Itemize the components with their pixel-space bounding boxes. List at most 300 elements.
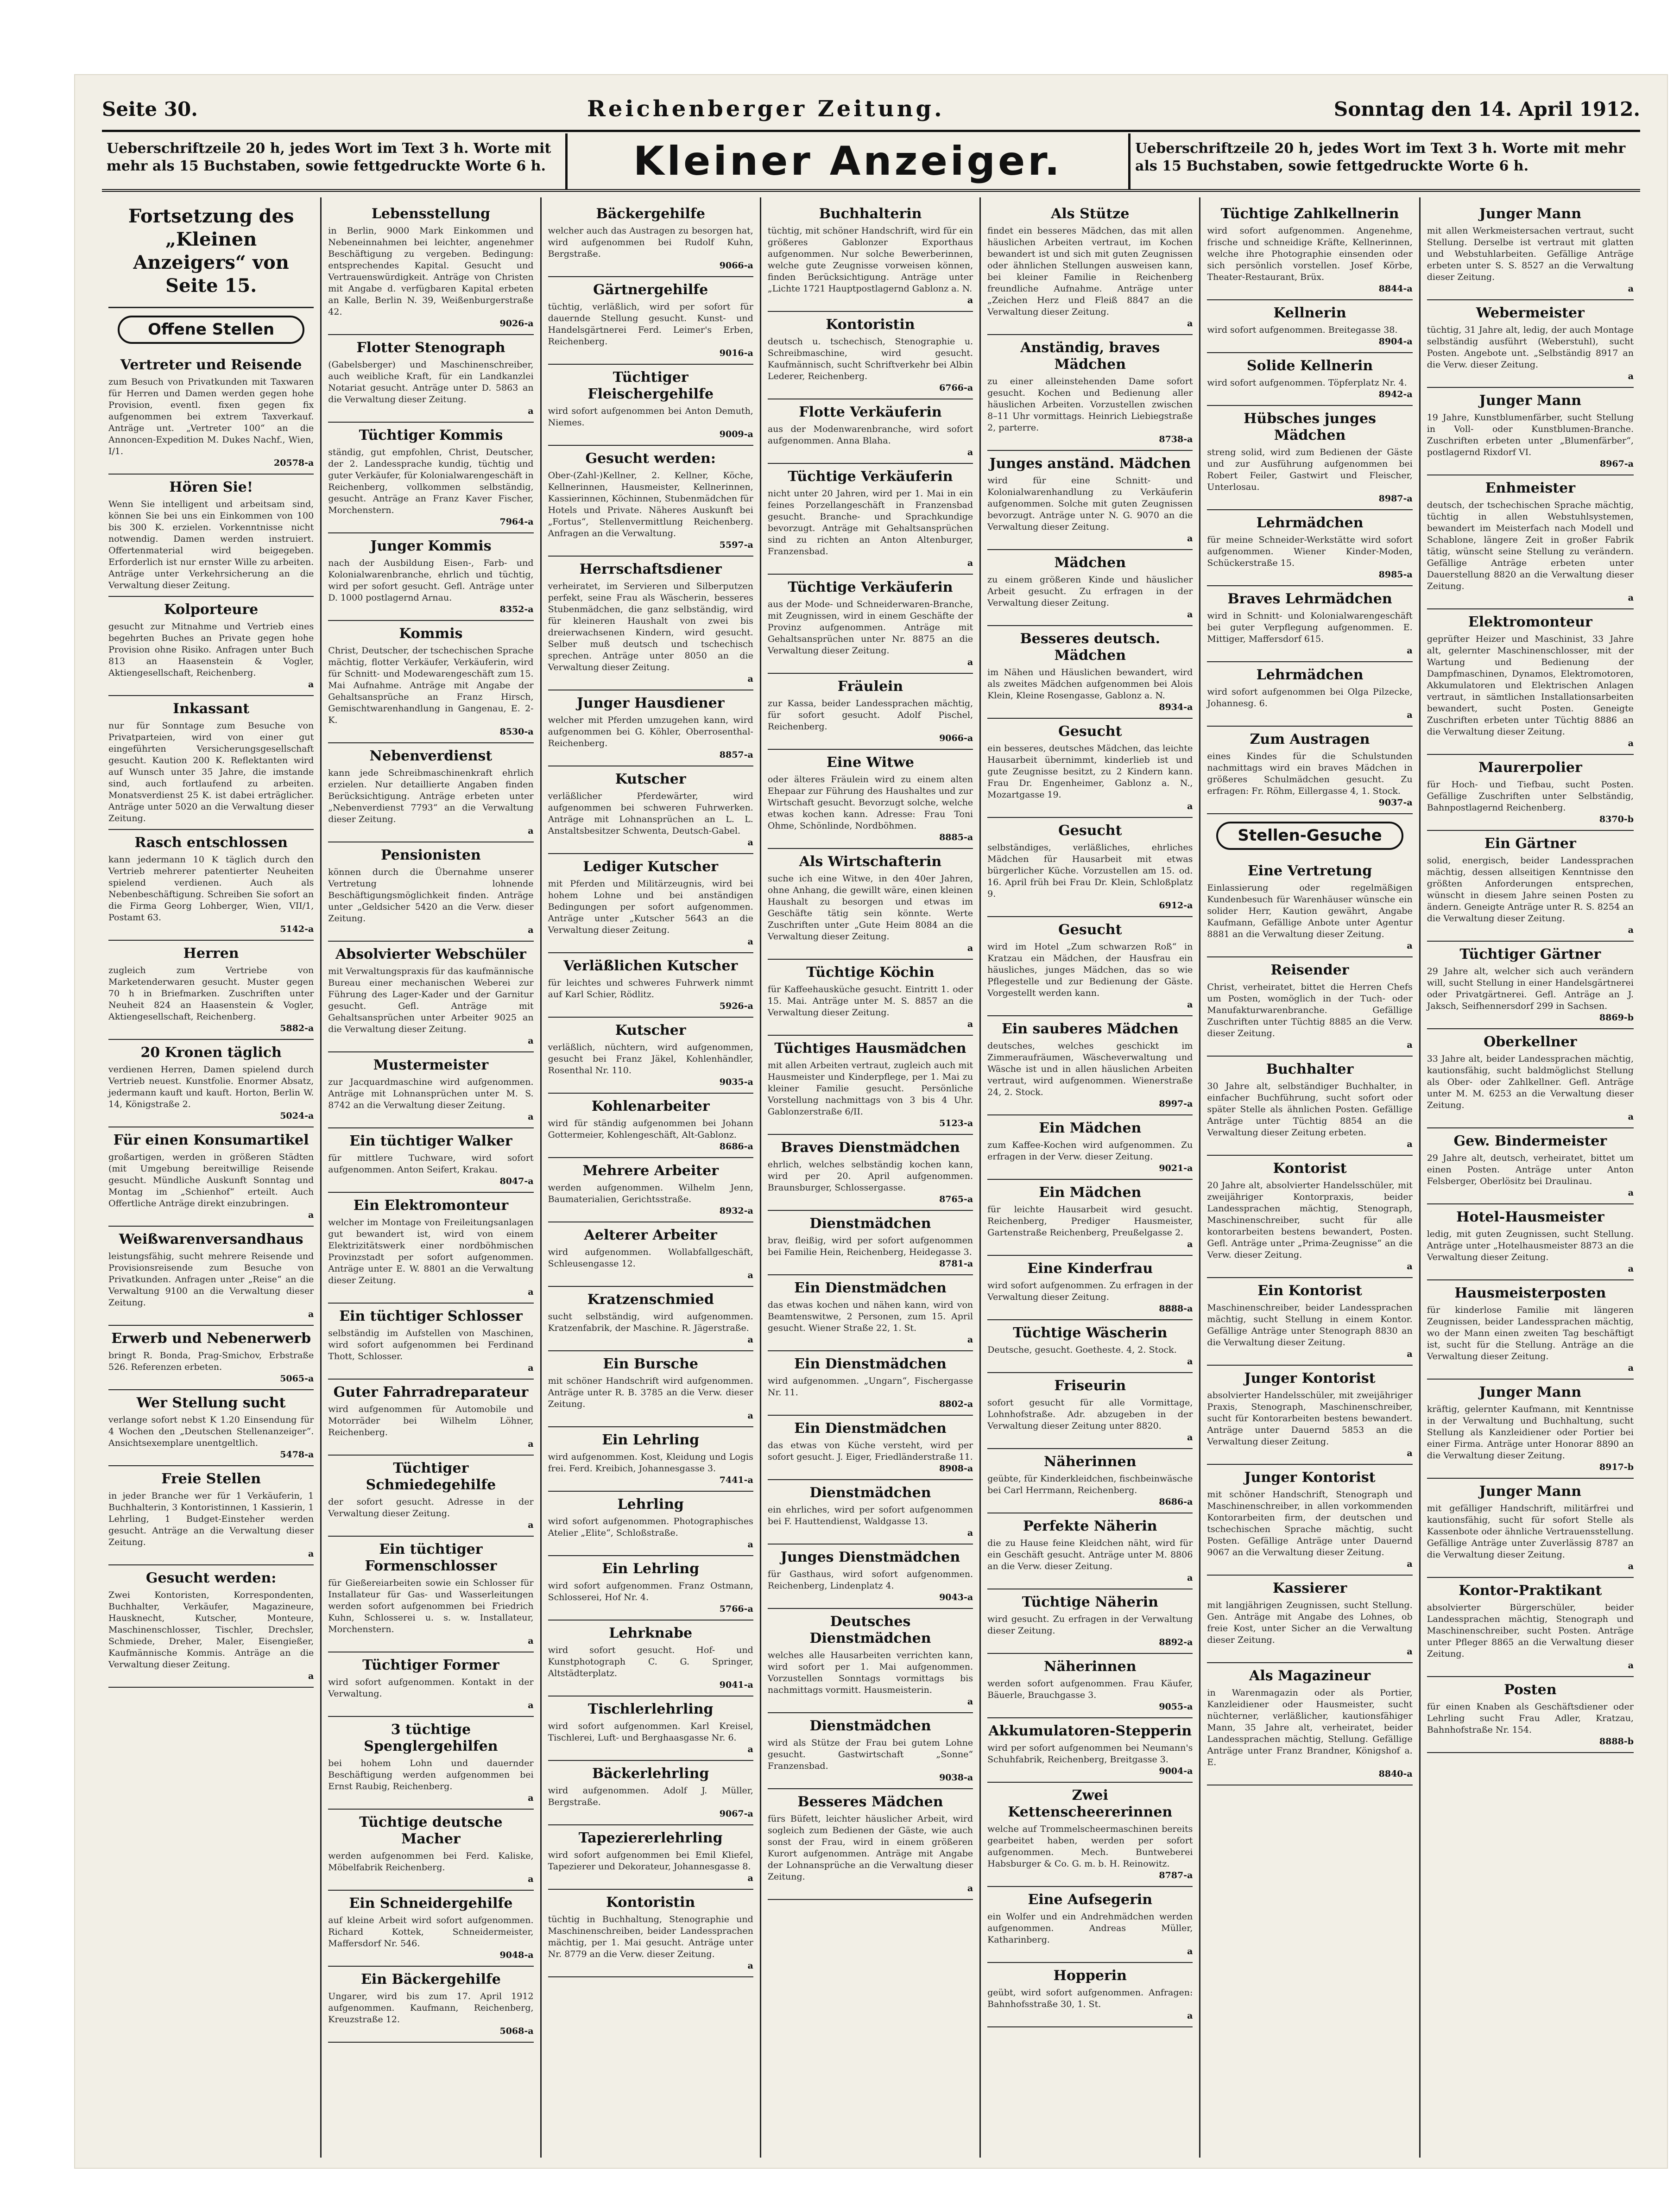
ad-reference-number: a [1187,1573,1193,1583]
ad-body: mit allen Arbeiten vertraut, zugleich auch mit Hausmeister und Kinderpflege, per 1. Mai zu kleiner Familie gesucht. Persönliche Vorstellung nachmittags von 3 bis 4 Uhr. Gablonzerstraße 6/II. [767,1060,973,1117]
ad-body: tüchtig, mit schöner Handschrift, wird für ein größeres Gablonzer Exporthaus aufgenommen. Nur solche Bewerberinnen, welche gute Zeugnisse vorweisen können, finden Berücksichtigung. Anträge unter „Lichte 1721 Hauptpostlagernd Gablonz a. N. [767,226,973,294]
ad-body: mit langjährigen Zeugnissen, sucht Stellung. Gen. Anträge mit Angabe des Lohnes, ob freie Kost, unter Sicher an die Verwaltung dieser Zeitung. [1207,1600,1413,1645]
ad-body: Ober-(Zahl-)Kellner, 2. Kellner, Köche, Kellnerinnen, Hausmeister, Kellnerinnen, Kassierinnen, Köchinnen, Stubenmädchen für Hotels und Private. Näheres Auskunft bei „Fortus“, Stellenvermittlung Reichenberg. Anfragen an die Verwaltung. [548,470,753,538]
ad-reference-number: a [967,1883,973,1893]
ad-body: 30 Jahre alt, selbständiger Buchhalter, in einfacher Buchführung, sucht sofort oder später Stelle als ähnlichen Posten. Gefällige Anträge unter Tüchtig 8854 an die Verwaltung dieser Zeitung erbeten. [1207,1081,1413,1138]
ad-headline: Mädchen [1054,555,1126,571]
ad-reference-number: a [967,558,973,568]
ad-reference-number: a [308,1549,314,1559]
ad-headline: Kassierer [1272,1580,1347,1596]
ad-body: welcher im Montage von Freileitungsanlagen gut bewandert ist, wird von einem Elektrizitätswerk einer nordböhmischen Provinzstadt per sofort aufgenommen. Anträge unter E. W. 8801 an die Verwaltung dieser Zeitung. [328,1217,534,1285]
classified-ad [328,1537,533,1652]
ad-headline: Kontor-Praktikant [1459,1583,1602,1599]
classified-ad [987,1016,1193,1115]
ad-body: zum Besuch von Privatkunden mit Taxwaren für Herren und Damen werden gegen hohe Provision, eventl. fixen gegen fix aufgenommen bei extrem Taxverkauf. Anträge unt. „Vertreter 100“ an die Annoncen-Expedition M. Dukes Nachf., Wien, I/1. [108,377,314,456]
ad-reference-number: 8047-a [499,1176,534,1186]
ad-body: solid, energisch, beider Landessprachen mächtig, dessen allseitigen Kenntnisse den größten Anforderungen entsprechen, wünscht in diesem Jahre seinen Posten zu ändern. Geneigte Anträge unter R. S. 8254 an die Verwaltung dieser Zeitung. [1427,855,1634,924]
classified-ad [987,550,1193,626]
ad-headline: Tischlerlehrling [587,1701,714,1717]
ad-body: wird sofort gesucht. Hof- und Kunstphotograph C. G. Springer, Altstädterplatz. [548,1645,753,1678]
classified-ad [987,201,1193,335]
ad-headline: Ein Lehrling [602,1561,700,1577]
ad-reference-number: a [967,657,973,667]
ad-reference-number: 8840-a [1378,1769,1413,1779]
ad-body: mit Pferden und Militärzeugnis, wird bei hohem Lohne und bei anständigen Bedingungen per sofort aufgenommen. Anträge unter „Kutscher 5643 an die Verwaltung dieser Zeitung. [548,879,753,935]
classified-ad [548,1351,753,1427]
ad-headline: Tüchtige Näherin [1022,1594,1158,1610]
ad-reference-number: 8904-a [1378,336,1413,347]
ad-headline: Lebensstellung [371,206,490,222]
ad-headline: Solide Kellnerin [1246,358,1373,374]
ad-headline: Flotter Stenograph [356,340,505,356]
ad-headline: Gesucht [1058,922,1122,938]
ad-headline: Eine Witwe [827,754,914,771]
ad-body: wird sofort aufgenommen bei Olga Pilzecke, Johannesg. 6. [1207,687,1413,709]
ad-reference-number: a [528,406,534,416]
classified-ad [1207,858,1412,957]
classified-column [981,197,1200,2158]
ad-body: wird für eine Schnitt- und Kolonialwarenhandlung zu Verkäuferin aufgenommen. Solche mit guten Zeugnissen bevorzugt. Anträge unter N. G. 9070 an die Verwaltung dieser Zeitung. [987,475,1193,532]
ad-reference-number: 8370-b [1599,814,1634,824]
ad-headline: Deutsches Dienstmädchen [809,1614,931,1646]
ad-body: zum Kaffee-Kochen wird aufgenommen. Zu erfragen in der Verw. dieser Zeitung. [987,1140,1193,1162]
classified-ad [768,1416,973,1480]
ad-headline: Junger Mann [1479,392,1582,409]
ad-body: werden sofort aufgenommen. Frau Käufer, Bäuerle, Brauchgasse 3. [987,1678,1193,1700]
classified-ad [1207,1465,1412,1576]
ad-reference-number: a [1407,941,1413,951]
ad-reference-number: a [528,1363,534,1373]
ad-body: verläßlicher Pferdewärter, wird aufgenommen bei schweren Fuhrwerken. Anträge mit Lohnansprüchen an L. L. Anstaltsbesitzer Schwenta, Deutsch-Gabel. [548,791,753,836]
classified-ad [548,365,753,446]
ad-headline: Kutscher [615,771,686,787]
ad-reference-number: a [1407,710,1413,720]
classified-ad [548,1492,753,1556]
classified-ad [987,335,1193,451]
ad-headline: Zum Austragen [1250,731,1370,747]
classified-ad [1207,1057,1412,1156]
classified-ad [548,1287,753,1351]
ad-reference-number: 5142-a [280,924,314,934]
ad-body: die zu Hause feine Kleidchen näht, wird für ein Geschäft gesucht. Anträge unter M. 8806 an die Verw. dieser Zeitung. [987,1538,1193,1571]
ad-headline: Gesucht [1058,723,1122,740]
classified-columns [102,197,1640,2158]
ad-headline: Mustermeister [373,1057,489,1073]
ad-body: Wenn Sie intelligent und arbeitsam sind, können Sie bei uns ein Einkommen von 100 bis 300 K. erzielen. Vorkenntnisse nicht notwendig. Damen werden instruiert. Offertenmaterial wird beigegeben. Erforderlich ist nur ernster Wille zu arbeiten. Anträge unter Verkehrsicherung an die Verwaltung dieser Zeitung. [108,499,314,590]
ad-headline: Hören Sie! [169,479,253,495]
rate-notice-right: Ueberschriftzeile 20 h, jedes Wort im Text 3 h. Worte mit mehr als 15 Buchstaben, sowie fettgedruckte Worte 6 h. [1135,140,1626,174]
classified-ad [1207,510,1412,586]
ad-headline: Ein Dienstmädchen [794,1420,947,1437]
ad-headline: Junger Mann [1479,1384,1582,1400]
page-number: Seite 30. [102,97,198,120]
classified-ad [1207,727,1412,814]
ad-body: ehrlich, welches selbständig kochen kann, wird per 20. April aufgenommen. Braunsburger, Schlossergasse. [767,1159,973,1193]
ad-reference-number: 8892-a [1159,1637,1193,1647]
classified-ad [108,1390,314,1466]
classified-ad [548,1427,753,1492]
ad-reference-number: 6766-a [939,383,973,393]
ad-headline: Fräulein [837,678,903,695]
ad-reference-number: 20578-a [273,458,314,468]
ad-body: wird sofort aufgenommen. Breitegasse 38. [1207,325,1398,335]
ad-body: sucht selbständig, wird aufgenommen. Kratzenfabrik, der Maschine. R. Jägerstraße. [548,1311,753,1333]
classified-ad [548,557,753,690]
classified-ad [548,446,753,557]
ad-body: findet ein besseres Mädchen, das mit allen häuslichen Arbeiten vertraut, im Kochen bewandert ist und sich mit guten Zeugnissen oder ähnlichen Stellungen ausweisen kann, bei kleiner Familie in Reichenberg freundliche Aufnahme. Anträge unter „Zeichen Herz und Fleiß 8847 an die Verwaltung dieser Zeitung. [987,226,1193,317]
classified-ad [987,1963,1193,2027]
classified-ad [987,451,1193,550]
ad-body: 29 Jahre alt, welcher sich auch verändern will, sucht Stellung in einer Handelsgärtnerei oder Privatgärtnerei. Gefl. Anträge an J. Jaksch, Seifhennersdorf 299 in Sachsen. [1427,966,1634,1011]
ad-headline: Kommis [399,626,463,642]
ad-reference-number: 8844-a [1378,284,1413,294]
ad-reference-number: a [1187,1432,1193,1443]
ad-reference-number: a [1407,1559,1413,1569]
ad-headline: Braves Dienstmädchen [781,1139,960,1156]
ad-reference-number: a [1187,609,1193,620]
classified-ad [108,1326,314,1390]
ad-reference-number: 5597-a [719,540,753,550]
continuation-note: Fortsetzung des „Kleinen Anzeigers“ von Seite 15. [108,201,314,308]
ad-reference-number: 8917-b [1599,1462,1634,1472]
classified-ad [987,1180,1193,1256]
ad-reference-number: a [528,1287,534,1297]
ad-body: oder älteres Fräulein wird zu einem alten Ehepaar zur Führung des Haushaltes und zur Wirtschaft gesucht. Bevorzugt solche, welche etwas kochen kann. Adresse: Frau Toni Ohme, Schönlinde, Nordböhmen. [767,774,973,831]
ad-reference-number: 8888-b [1599,1736,1634,1747]
classified-ad [548,1761,753,1825]
classified-ad [108,941,314,1040]
rate-notice-left: Ueberschriftzeile 20 h, jedes Wort im Text 3 h. Worte mit mehr als 15 Buchstaben, sowie fettgedruckte Worte 6 h. [107,140,551,174]
classified-ad [108,1040,314,1127]
classified-ad [1427,1578,1634,1677]
classified-ad [548,1158,753,1222]
ad-reference-number: a [1628,593,1634,603]
ad-headline: Ein Mädchen [1039,1184,1142,1201]
ad-headline: Tüchtiges Hausmädchen [774,1040,966,1057]
ad-reference-number: 9026-a [499,318,534,329]
classified-ad [548,1890,753,1977]
classified-ad [987,1783,1193,1887]
ad-reference-number: 9043-a [939,1592,973,1602]
classified-ad [768,1036,973,1135]
ad-body: gesucht zur Mitnahme und Vertrieb eines begehrten Buches an Private gegen hohe Provision ohne Risiko. Anfragen unter Buch 813 an Haasenstein & Vogler, Aktiengesellschaft, Reichenberg. [108,621,314,678]
ad-reference-number: 8985-a [1378,570,1413,580]
classified-ad [768,750,973,849]
classified-ad [987,719,1193,818]
classified-ad [1427,201,1634,300]
ad-headline: Ein Lehrling [602,1432,700,1448]
ad-headline: Webermeister [1476,305,1585,321]
classified-ad [328,1891,533,1967]
classified-ad [768,1609,973,1713]
ad-body: wird für ständig aufgenommen bei Johann Gottermeier, Kohlengeschäft, Alt-Gablonz. [548,1118,753,1140]
classified-ad [1427,1380,1634,1479]
ad-body: wird sofort aufgenommen bei Anton Demuth, Niemes. [548,406,753,428]
classified-ad [1207,201,1412,300]
ad-body: 29 Jahre alt, deutsch, verheiratet, bittet um einen Posten. Anträge unter Anton Felsberger, Oberlösitz bei Draulinau. [1427,1153,1634,1186]
ad-reference-number: 9038-a [939,1773,973,1783]
classified-ad [768,960,973,1036]
ad-body: nur für Sonntage zum Besuche von Privatparteien, wird von einer gut eingeführten Versicherungsgesellschaft gesucht. Kaution 200 K. Reflektanten wird auf Wunsch unter 35 Jahre, die imstande sind, auch fortlaufend zu arbeiten. Monatsverdienst 25 K. ist dabei erträglicher. Anträge unter 5020 an die Verwaltung dieser Zeitung. [108,721,314,823]
ad-reference-number: 5478-a [280,1450,314,1460]
ad-reference-number: a [1187,1946,1193,1956]
classified-ad [1207,1156,1412,1278]
classified-ad [108,830,314,941]
ad-reference-number: 9009-a [719,429,753,439]
ad-headline: Buchhalter [1266,1061,1354,1077]
classified-ad [1427,388,1634,475]
classified-ad [1207,662,1412,727]
ad-headline: Lehrmädchen [1256,667,1364,683]
ad-reference-number: a [967,1528,973,1538]
classified-ad [987,818,1193,917]
ad-headline: Aelterer Arbeiter [584,1227,717,1243]
ad-reference-number: a [528,1874,534,1884]
ad-reference-number: a [528,1520,534,1530]
ad-body: zu einer alleinstehenden Dame sofort gesucht. Kochen und Bedienung aller häuslichen Arbeiten. Vorzustellen zwischen 8–11 Uhr vormittags. Heinrich Liebiegstraße 2, parterre. [987,376,1193,433]
ad-body: zur Kassa, beider Landessprachen mächtig, für sofort gesucht. Adolf Pischel, Reichenberg. [767,698,973,732]
ad-headline: Dienstmädchen [809,1485,931,1501]
ad-headline: Ein Kontorist [1257,1283,1362,1299]
ad-headline: Buchhalterin [819,206,922,222]
ad-body: zu einem größeren Kinde und häuslicher Arbeit gesucht. Zu erfragen in der Verwaltung dieser Zeitung. [987,575,1193,608]
ad-body: deutsches, welches geschickt im Zimmeraufräumen, Wäscheverwaltung und Wäsche ist und in allen häuslichen Arbeiten vertraut, wird aufgenommen. Wienerstraße 24, 2. Stock. [987,1041,1193,1097]
ad-reference-number: a [1407,1349,1413,1359]
classified-ad [987,1718,1193,1783]
ad-body: bringt R. Bonda, Prag-Smichov, Erbstraße 526. Referenzen erbeten. [108,1350,314,1372]
ad-headline: Mehrere Arbeiter [582,1163,719,1179]
classified-ad [1207,586,1412,662]
newspaper-page [74,74,1668,2169]
classified-ad [108,1227,314,1326]
section-banner [102,133,1640,192]
classified-ad [768,312,973,399]
ad-reference-number: 5882-a [280,1023,314,1033]
ad-reference-number: 8885-a [939,832,973,842]
ad-body: wird sofort aufgenommen. Angenehme, frische und schneidige Kräfte, Kellnerinnen, welche ihre Photographie einsenden oder sich persönlich vorstellen. Josef Körbe, Theater-Restaurant, Brüx. [1207,226,1413,282]
ad-body: wird als Stütze der Frau bei gutem Lohne gesucht. Gastwirtschaft „Sonne“ Franzensbad. [767,1738,973,1771]
ad-headline: Rasch entschlossen [134,835,288,851]
ad-headline: Akkumulatoren-Stepperin [988,1723,1192,1739]
ad-reference-number: 8686-a [1159,1497,1193,1507]
ad-reference-number: a [1187,1356,1193,1367]
classified-ad [328,1193,533,1304]
classified-ad [987,917,1193,1016]
classified-ad [768,1275,973,1351]
ad-body: wird gesucht. Zu erfragen in der Verwaltung dieser Zeitung. [987,1614,1193,1636]
ad-body: mit allen Werkmeistersachen vertraut, sucht Stellung. Derselbe ist vertraut mit glatten und Webstuhlarbeiten. Gefällige Anträge erbeten unter S. S. 8527 an die Verwaltung dieser Zeitung. [1427,226,1634,282]
ad-body: mit gefälliger Handschrift, militärfrei und kautionsfähig, sucht für sofort Stelle als Kassenbote oder ähnliche Vertrauensstellung. Gefällige Anträge unter Zuverlässig 8787 an die Verwaltung dieser Zeitung. [1427,1503,1634,1560]
ad-reference-number: a [1628,284,1634,294]
ad-reference-number: a [967,943,973,953]
ad-reference-number: a [1628,1112,1634,1122]
ad-reference-number: 5766-a [719,1604,753,1614]
ad-reference-number: 8738-a [1159,434,1193,444]
classified-ad [328,1052,533,1128]
ad-reference-number: 9016-a [719,348,753,358]
ad-headline: Gew. Bindermeister [1453,1133,1607,1149]
ad-reference-number: 8787-a [1159,1870,1193,1880]
classified-ad [1207,406,1412,510]
ad-body: das etwas kochen und nähen kann, wird von Beamtenswitwe, 2 Personen, zum 15. April gesucht. Wiener Straße 22, 1. St. [767,1300,973,1333]
ad-reference-number: 8530-a [499,727,534,737]
ad-reference-number: a [1187,533,1193,544]
classified-ad [548,1222,753,1287]
ad-reference-number: 9048-a [499,1950,534,1960]
ad-headline: Für einen Konsumartikel [113,1132,309,1148]
classified-ad [1427,1128,1634,1204]
issue-date: Sonntag den 14. April 1912. [1333,97,1640,120]
ad-body: verlange sofort nebst K 1.20 Einsendung für 4 Wochen den „Deutschen Stellenanzeiger“. Ansichtsexemplare unentgeltlich. [108,1415,314,1448]
classified-ad [1427,831,1634,942]
ad-body: absolvierter Bürgerschüler, beider Landessprachen mächtig, Stenograph und Maschinenschreiber, sucht Posten. Anträge unter Pfleger 8865 an die Verwaltung dieser Zeitung. [1427,1602,1634,1659]
ad-body: wird aufgenommen. Wollabfallgeschäft, Schleusengasse 12. [548,1247,753,1269]
ad-headline: Besseres Mädchen [797,1794,943,1810]
classified-ad [108,597,314,696]
ad-headline: Lehrmädchen [1256,515,1364,531]
classified-ad [1207,957,1412,1057]
ad-body: großartigen, werden in größeren Städten (mit Umgebung bereitwillige Reisende gesucht. Mündliche Auskunft Sonntag und Montag im „Schienhof“ erteilt. Auch Offertliche Anträge direkt einzubringen. [108,1152,314,1209]
ad-body: für einen Knaben als Geschäftsdiener oder Lehrling sucht Frau Adler, Kratzau, Bahnhofstraße Nr. 154. [1427,1702,1634,1735]
classified-ad [328,1456,533,1537]
ad-reference-number: 8997-a [1159,1099,1193,1109]
ad-headline: Pensionisten [381,847,481,863]
classified-ad [328,1652,533,1717]
classified-ad [328,1717,533,1810]
classified-ad [328,1380,533,1456]
ad-body: aus der Mode- und Schneiderwaren-Branche, mit Zeugnissen, wird in einem Geschäfte der Provinz aufgenommen. Anträge mit Gehaltsansprüchen unter Nr. 8875 an die Verwaltung dieser Zeitung. [767,599,973,656]
classified-ad [987,1589,1193,1654]
ad-headline: Vertreter und Reisende [120,357,302,373]
classified-ad [328,201,533,335]
classified-ad [1427,300,1634,388]
ad-reference-number: a [967,447,973,457]
ad-reference-number: a [747,1270,753,1280]
classified-ad [768,1135,973,1211]
classified-ad [328,423,533,533]
classified-ad [108,352,314,475]
section-title: Kleiner Anzeiger. [565,133,1131,189]
classified-ad [768,399,973,464]
ad-body: (Gabelsberger) und Maschinenschreiber, auch weibliche Kraft, für ein Landkanzlei Notariat gesucht. Anträge unter D. 5863 an die Verwaltung dieser Zeitung. [328,360,534,405]
ad-reference-number: a [1407,1040,1413,1050]
ad-reference-number: 8352-a [499,604,534,614]
ad-reference-number: a [528,1439,534,1449]
ad-body: 33 Jahre alt, beider Landessprachen mächtig, kautionsfähig, sucht baldmöglichst Stellung als Ober- oder Zahlkellner. Gefl. Anträge unter M. M. 6253 an die Verwaltung dieser Zeitung. [1427,1054,1634,1110]
ad-reference-number: a [747,674,753,684]
ad-reference-number: a [1628,1264,1634,1274]
ad-headline: Wer Stellung sucht [136,1395,286,1411]
ad-body: ledig, mit guten Zeugnissen, sucht Stellung. Anträge unter „Hotelhausmeister 8873 an die Verwaltung dieser Zeitung. [1427,1229,1634,1262]
ad-headline: Tüchtiger Kommis [359,427,503,443]
classified-ad [548,1697,753,1761]
classified-ad [768,575,973,674]
classified-ad [548,953,753,1018]
ad-headline: Tüchtiger Former [362,1657,499,1673]
ad-headline: Braves Lehrmädchen [1227,591,1392,607]
classified-ad [328,1128,533,1193]
ad-headline: Ein tüchtiger Formenschlosser [365,1541,497,1574]
ad-headline: Guter Fahrradreparateur [333,1384,529,1400]
ad-body: für leichtes und schweres Fuhrwerk nimmt auf Karl Schier, Rödlitz. [548,978,753,1000]
ad-body: das etwas von Küche versteht, wird per sofort gesucht. J. Eiger, Friedländerstraße 11. [767,1440,973,1462]
ad-body: wird sofort aufgenommen. Photographisches Atelier „Elite“, Schloßstraße. [548,1516,753,1538]
ad-reference-number: a [747,1744,753,1754]
ad-body: mit schöner Handschrift, Stenograph und Maschinenschreiber, in allen vorkommenden Kontorarbeiten firm, der deutschen und tschechischen Sprache mächtig, sucht Posten. Gefällige Anträge unter Dauernd 9067 an die Verwaltung dieser Zeitung. [1207,1489,1413,1557]
ad-body: verdienen Herren, Damen spielend durch Vertrieb neuest. Kunstfolie. Enormer Absatz, jedermann kauft und kauft. Horton, Berlin W. 14, Königstraße 2. [108,1064,314,1109]
ad-body: verheiratet, im Servieren und Silberputzen perfekt, seine Frau als Wäscherin, besseres Stubenmädchen, die ganz selbständig, wird für kleineren Haushalt von zwei bis dreierwachsenen Kindern, wird gesucht. Selber muß deutsch und tschechisch sprechen. Anträge unter 8050 an die Verwaltung dieser Zeitung. [548,581,753,672]
classified-column [322,197,541,2158]
ad-headline: Freie Stellen [161,1471,261,1487]
classified-ad [1427,1204,1634,1280]
ad-body: 19 Jahre, Kunstblumenfärber, sucht Stellung in Voll- oder Kunstblumen-Branche. Zuschriften erbeten unter „Blumenfärber“, postlagernd Rixdorf VI. [1427,412,1634,457]
ad-reference-number: a [1187,318,1193,329]
classified-ad [108,696,314,830]
ad-body: wird im Hotel „Zum schwarzen Roß“ in Kratzau ein Mädchen, der Hausfrau ein häusliches, junges Mädchen, das so wie Pflegestelle und zur Bedienung der Gäste. Vorgestellt werden kann. [987,942,1193,998]
ad-body: wird aufgenommen. Adolf J. Müller, Bergstraße. [548,1785,753,1807]
classified-ad [548,1825,753,1890]
ad-body: bei hohem Lohn und dauernder Beschäftigung werden aufgenommen bei Ernst Raubig, Reichenberg. [328,1758,534,1792]
ad-body: ein besseres, deutsches Mädchen, das leichte Hausarbeit übernimmt, kinderlieb ist und gute Zeugnisse besitzt, zu 2 Kindern kann. Frau Dr. Engenheimer, Gablonz a. N., Mozartgasse 19. [987,743,1193,800]
ad-reference-number: 9037-a [1378,798,1413,808]
classified-ad [768,849,973,960]
classified-ad [328,621,533,743]
ad-reference-number: a [1407,1448,1413,1458]
ad-body: wird sofort aufgenommen. Karl Kreisel, Tischlerei, Luft- und Berghaasgasse Nr. 6. [548,1721,753,1743]
ad-reference-number: 8932-a [719,1206,753,1216]
ad-reference-number: 8765-a [939,1194,973,1204]
ad-reference-number: 8802-a [939,1399,973,1409]
ad-reference-number: a [1407,1261,1413,1272]
classified-ad [1207,300,1412,353]
ad-headline: Ein tüchtiger Schlosser [339,1308,523,1324]
ad-headline: Junger Mann [1479,1483,1582,1500]
ad-headline: Näherinnen [1044,1454,1137,1470]
ad-reference-number: a [528,1793,534,1803]
ad-reference-number: 8908-a [939,1463,973,1474]
ad-body: welcher mit Pferden umzugehen kann, wird aufgenommen bei G. Köhler, Oberrosenthal-Reichenberg. [548,715,753,748]
ad-headline: Junger Hausdiener [576,695,725,711]
ad-headline: Gärtnergehilfe [593,282,708,298]
ad-headline: Lediger Kutscher [583,859,719,875]
classified-ad [548,1621,753,1697]
ad-body: für Gießereiarbeiten sowie ein Schlosser für Installateur für Gas- und Wasserleitungen werden sofort aufgenommen bei Friedrich Kuhn, Schlosserei u. s. w. Installateur, Morchenstern. [328,1578,534,1634]
ad-reference-number: 5024-a [280,1111,314,1121]
ad-headline: Tüchtige Wäscherin [1013,1325,1168,1341]
classified-ad [768,1789,973,1900]
ad-headline: Eine Kinderfrau [1027,1260,1153,1277]
ad-headline: Ein Mädchen [1039,1120,1142,1136]
ad-body: Christ, Deutscher, der tschechischen Sprache mächtig, flotter Verkäufer, Verkäuferin, wird für Schnitt- und Modewarengeschäft zum 15. Mai Aufnahme. Anträge mit Angabe der Gehaltsansprüche an Franz Hirsch, Gemischtwarenhandlung in Gangenau, E. 2-K. [328,646,534,725]
ad-headline: Ein Schneidergehilfe [349,1895,513,1912]
ad-headline: Maurerpolier [1478,760,1582,776]
ad-headline: Näherinnen [1044,1659,1137,1675]
classified-ad [987,1373,1193,1449]
ad-headline: Kohlenarbeiter [591,1098,710,1114]
classified-ad [548,854,753,953]
ad-body: Ungarer, wird bis zum 17. April 1912 aufgenommen. Kaufmann, Reichenberg, Kreuzstraße 12. [328,1991,534,2025]
ad-body: Einlassierung oder regelmäßigen Kundenbesuch für Warenhäuser wünsche ein solider Herr, Kaution gewährt, Angabe Kaufmann, Gefällige Anbote unter Agentur 8881 an die Verwaltung dieser Zeitung. [1207,883,1413,939]
ad-body: wird aufgenommen für Automobile und Motorräder bei Wilhelm Löhner, Reichenberg. [328,1404,534,1437]
ad-reference-number: a [528,1636,534,1646]
ad-body: Christ, verheiratet, bittet die Herren Chefs um Posten, womöglich in der Tuch- oder Manufakturwarenbranche. Gefällige Zuschriften unter Tüchtig 8885 an die Verw. dieser Zeitung. [1207,982,1413,1038]
ad-headline: Junges Dienstmädchen [780,1549,960,1565]
ad-reference-number: 8934-a [1159,702,1193,712]
classified-column [542,197,761,2158]
classified-ad [108,1466,314,1565]
ad-headline: Hübsches junges Mädchen [1244,411,1377,443]
classified-ad [1427,1677,1634,1753]
